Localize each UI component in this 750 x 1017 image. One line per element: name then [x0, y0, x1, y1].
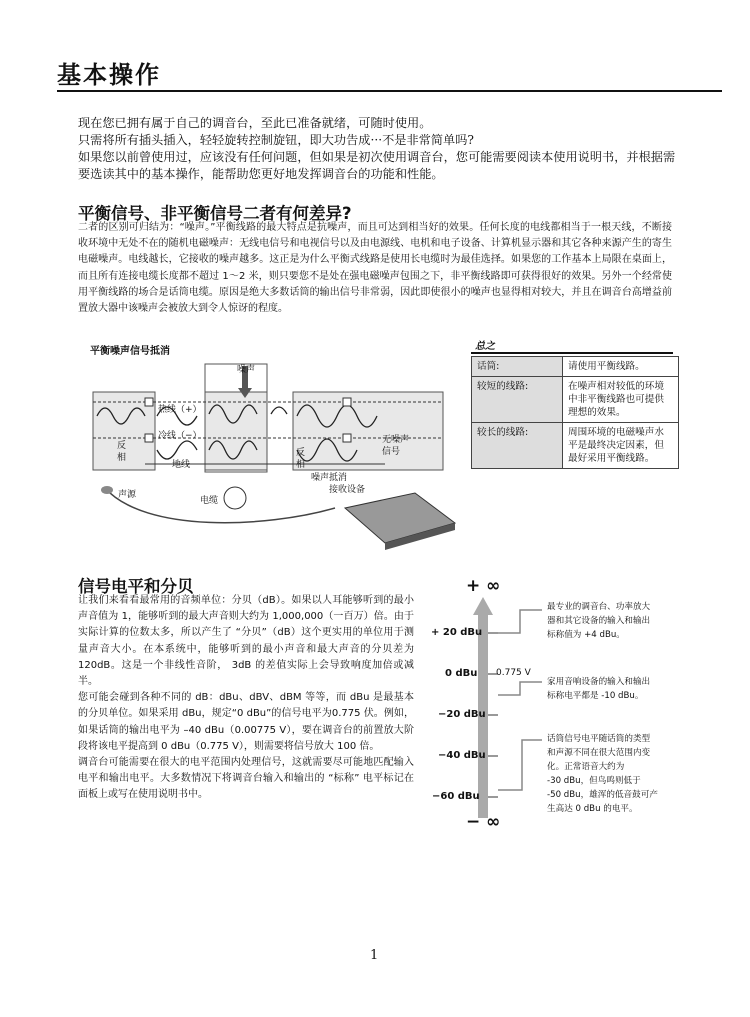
note-mic: 话筒信号电平随话筒的类型 和声源不同在很大范围内变 化。正常语音大约为 -30 dBu，但鸟鸣则低于 -50 dBu，雄浑的低音鼓可产 生高达 0 dBu 的电平。	[547, 734, 658, 814]
section2-para-3: 调音台可能需要在很大的电平范围内处理信号，这就需要尽可能地匹配输入电平和输出电平。大多数情况下将调音台输入和输出的 “标称” 电平标记在面板上或写在使用说明书中。	[78, 757, 414, 801]
receiver-label: 接收设备	[329, 485, 366, 495]
note-pro: 最专业的调音台、功率放大 器和其它设备的输入和输出 标称值为 +4 dBu。	[547, 602, 651, 640]
volt-label: 0.775 V	[496, 668, 531, 678]
section2-body	[78, 593, 414, 804]
section2-para-1: 让我们来看看最常用的音频单位：分贝（dB）。如果以人耳能够听到的最小声音值为 1，能够听到的最大声音则大约为 1,000,000（一百万）倍。由于实际计算的位数太多，所以产生了 “分贝”（dB）这个更实用的单位用于测量声音大小。在本系统中，能够听到的最小声音和最大声音的分贝差为 120dB。这是一个非线性音阶， 3dB 的差值实际上会导致响度加倍或减半。	[78, 595, 414, 688]
no-noise-label: 无噪声 信号	[382, 435, 410, 457]
note-pointers	[480, 600, 550, 800]
tick-label: −40 dBu	[438, 750, 486, 761]
tick-label: 0 dBu	[445, 668, 478, 679]
intro-line-3: 如果您以前曾使用过，应该没有任何问题，但如果是初次使用调音台，您可能需要阅读本使用说明书，并根据需要选读其中的基本操作，能帮助您更好地发挥调音台的功能和性能。	[78, 150, 676, 181]
table-row: 话筒: 请使用平衡线路。	[472, 357, 679, 377]
summary-rule	[471, 352, 673, 354]
title-rule	[57, 90, 722, 92]
ground-label: 地线	[172, 460, 191, 470]
hot-label: 热线（+）	[158, 405, 202, 415]
section1-heading: 平衡信号、非平衡信号二者有何差异?	[78, 204, 352, 223]
tick-label: −60 dBu	[432, 791, 480, 802]
section2-para-2: 您可能会碰到各种不同的 dB：dBu、dBV、dBM 等等，而 dBu 是最基本的分贝单位。如果采用 dBu，规定“0 dBu”的信号电平为0.775 伏。例如，如果话筒的输出电平为 –40 dBu（0.00775 V），要在调音台的前置放大阶段将该电平提高到 0 dBu（0.775 V），则需要将信号放大 100 倍。	[78, 692, 414, 752]
page-title: 基本操作	[57, 61, 161, 89]
table-row: 较长的线路: 周围环境的电磁噪声水平是最终决定因素，但最好采用平衡线路。	[472, 423, 679, 469]
intro-text	[78, 115, 678, 183]
intro-line-1: 现在您已拥有属于自己的调音台，至此已准备就绪，可随时使用。	[78, 116, 432, 130]
invert-label-2: 反 相	[296, 448, 306, 470]
section1-body: 二者的区别可归结为：“噪声。”平衡线路的最大特点是抗噪声，而且可达到相当好的效果。任何长度的电线都相当于一根天线，不断接收环境中无处不在的随机电磁噪声：无线电信号和电视信号以及由电源线、电机和电子设备、计算机显示器和其它各种来源产生的寄生电磁噪声。电线越长，它接收的噪声越多。这正是为什么平衡式线路是使用长电缆时为最佳选择。如果您的工作基本上局限在桌面上，而且所有连接电缆长度都不超过 1～2 米，则只要您不是处在强电磁噪声包围之下，非平衡线路即可获得很好的效果。另外一个经常使用平衡线路的场合是话筒电缆。原因是绝大多数话筒的输出信号非常弱，因此即使很小的噪声也显得相对较大，并且在调音台高增益前置放大器中该噪声会被放大到令人惊讶的程度。	[78, 222, 672, 315]
tick-label: + 20 dBu	[431, 627, 483, 638]
cold-label: 冷线（−）	[158, 431, 202, 441]
intro-line-2: 只需将所有插头插入，轻轻旋转控制旋钮，即大功告成···不是非常简单吗?	[78, 133, 474, 147]
cable-label: 电缆	[200, 496, 219, 506]
cancel-label: 噪声抵消	[311, 473, 348, 483]
summary-table	[471, 356, 679, 469]
diagram-caption: 平衡噪声信号抵消	[90, 346, 170, 357]
invert-label-1: 反 相	[117, 441, 127, 463]
section2-heading: 信号电平和分贝	[78, 577, 194, 596]
minus-infinity: − ∞	[466, 812, 501, 832]
table-row: 较短的线路: 在噪声相对较低的环境中非平衡线路也可提供理想的效果。	[472, 377, 679, 423]
plus-infinity: + ∞	[466, 576, 501, 596]
noise-label: 噪声	[237, 365, 256, 375]
source-label: 声源	[118, 490, 137, 500]
page-number: 1	[370, 948, 379, 963]
tick-label: −20 dBu	[438, 709, 486, 720]
summary-heading: 总之	[475, 341, 495, 352]
note-home: 家用音响设备的输入和输出 标称电平都是 -10 dBu。	[547, 677, 651, 701]
